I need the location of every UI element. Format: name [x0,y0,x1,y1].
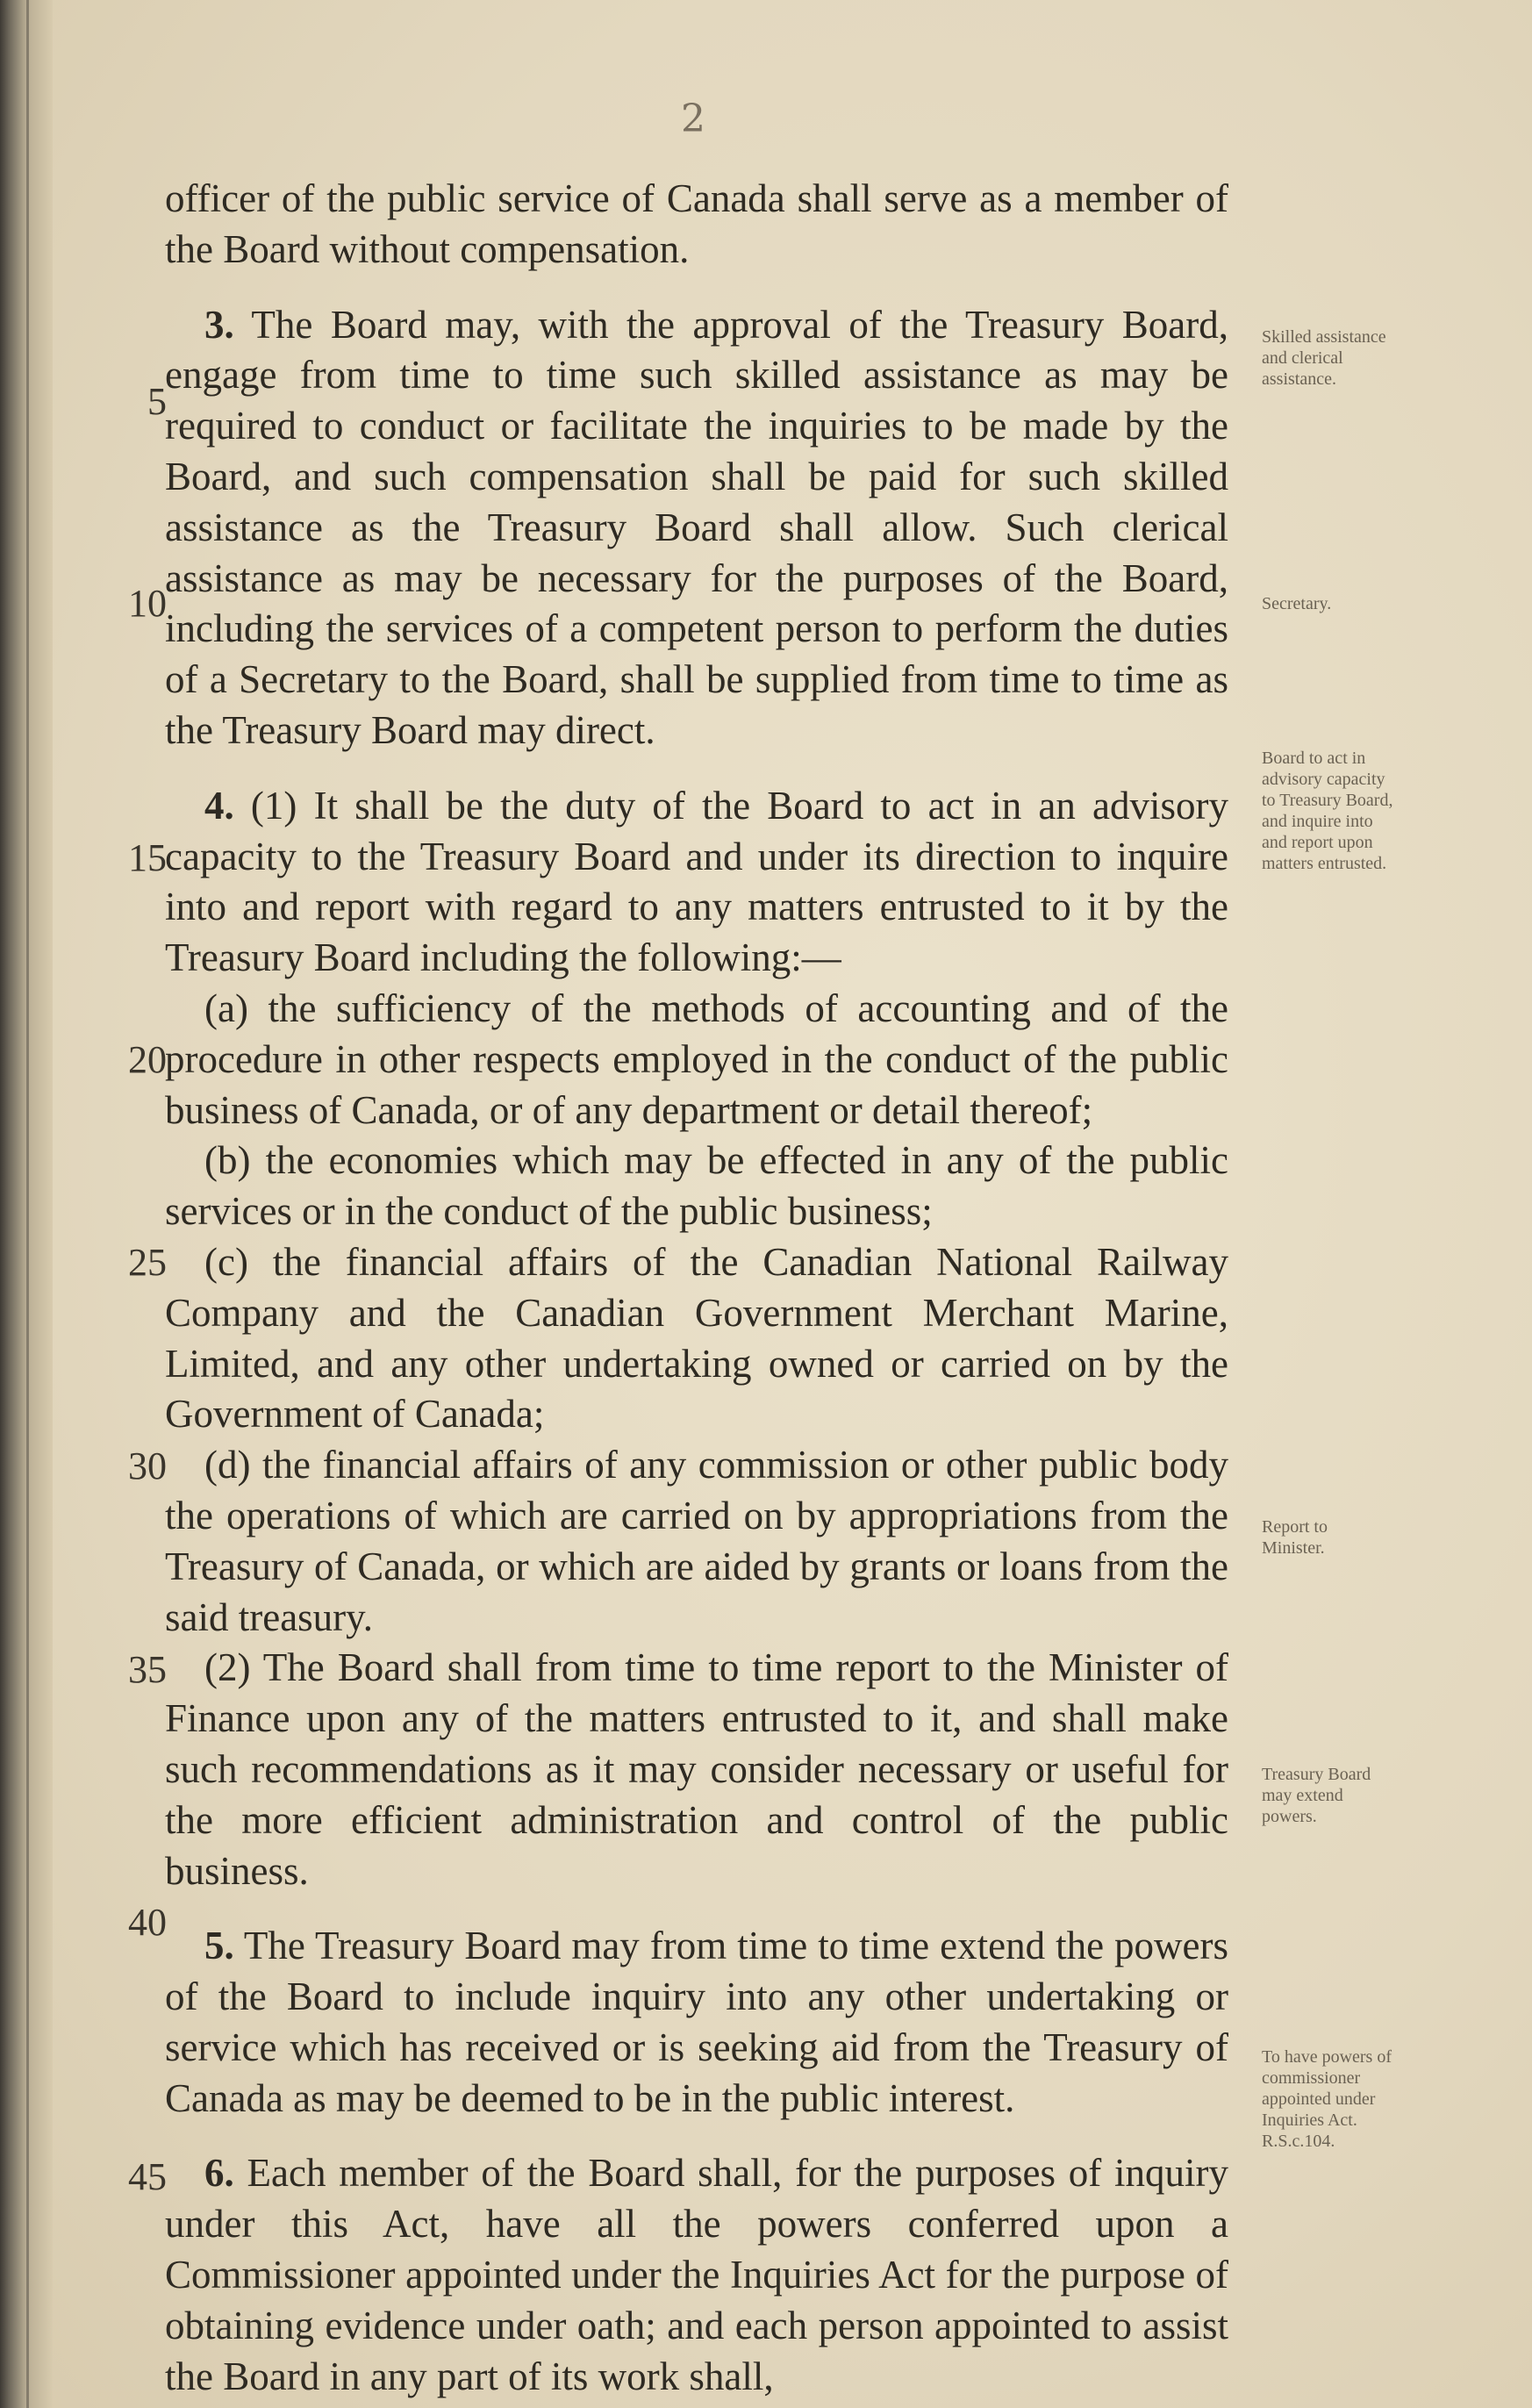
margin-note: Report to Minister. [1262,1517,1328,1558]
section-number: 5. [204,1924,234,1968]
section-number: 3. [204,302,234,347]
margin-note: To have powers of commissioner appointed under Inquiries Act. R.S.c.104. [1262,2047,1392,2151]
clause-d: (d) the financial affairs of any commission or other public body the operations of which are carried on by appropriations from the Treasury of Canada, or which are aided by grants or loans from the said treasury. [165,1443,1228,1639]
line-number: 30 [128,1444,167,1487]
section-6: 6. Each member of the Board shall, for the purposes of inquiry under this Act, have all the powers conferred upon a Commissioner appointed under the Inquiries Act for the purpose of obtaining evidence under oath; and each person appointed to assist the Board in any part of its work shall, [165,2151,1228,2398]
body-text [165,174,1228,2402]
section-5: 5. The Treasury Board may from time to time extend the powers of the Board to include inquiry into any other undertaking or service which has received or is seeking aid from the Treasury of Canada as may be deemed to be in the public interest. [165,1924,1228,2120]
section-3: 3. The Board may, with the approval of the Treasury Board, engage from time to time such skilled assistance as may be required to conduct or facilitate the inquiries to be made by the Board, and such compensation shall be paid for such skilled assistance as the Treasury Board shall allow. Such clerical assistance as may be necessary for the purposes of the Board, including the services of a competent person to perform the duties of a Secretary to the Board, shall be supplied from time to time as the Treasury Board may direct. [165,302,1228,752]
clause-a: (a) the sufficiency of the methods of accounting and of the procedure in other respects employed in the conduct of the public business of Canada, or of any department or detail thereof; [165,985,1228,1132]
page-number: 2 [681,97,705,141]
binding-edge-line [26,0,29,2408]
clause-c: (c) the financial affairs of the Canadian National Railway Company and the Canadian Government Merchant Marine, Limited, and any other undertaking owned or carried on by the Government of Canada; [165,1239,1228,1437]
section-4-1: 4. (1) It shall be the duty of the Board to act in an advisory capacity to the Treasury Board and under its direction to inquire into and report with regard to any matters entrusted to it by the Treasury Board including the following:— [165,783,1228,980]
line-number: 40 [128,1901,167,1944]
margin-note: Secretary. [1262,594,1332,613]
line-number: 5 [147,380,167,423]
line-number: 35 [128,1648,167,1691]
margin-note: Board to act in advisory capacity to Treasury Board, and inquire into and report upon matters entrusted. [1262,749,1393,873]
paragraph-continued: officer of the public service of Canada shall serve as a member of the Board without compensation. [165,176,1228,271]
margin-note: Skilled assistance and clerical assistance. [1262,327,1386,389]
margin-note: Treasury Board may extend powers. [1262,1765,1371,1826]
line-number: 25 [128,1241,167,1284]
line-number: 45 [128,2155,167,2198]
clause-b: (b) the economies which may be effected in any of the public services or in the conduct of the public business; [165,1138,1228,1234]
section-number: 6. [204,2151,234,2196]
line-number: 15 [128,836,167,879]
section-4-2: (2) The Board shall from time to time report to the Minister of Finance upon any of the matters entrusted to it, and shall make such recommendations as it may consider necessary or useful for the more efficient administration and control of the public business. [165,1645,1228,1893]
section-number: 4. [204,783,234,828]
line-number: 10 [128,582,167,625]
line-number: 20 [128,1038,167,1081]
